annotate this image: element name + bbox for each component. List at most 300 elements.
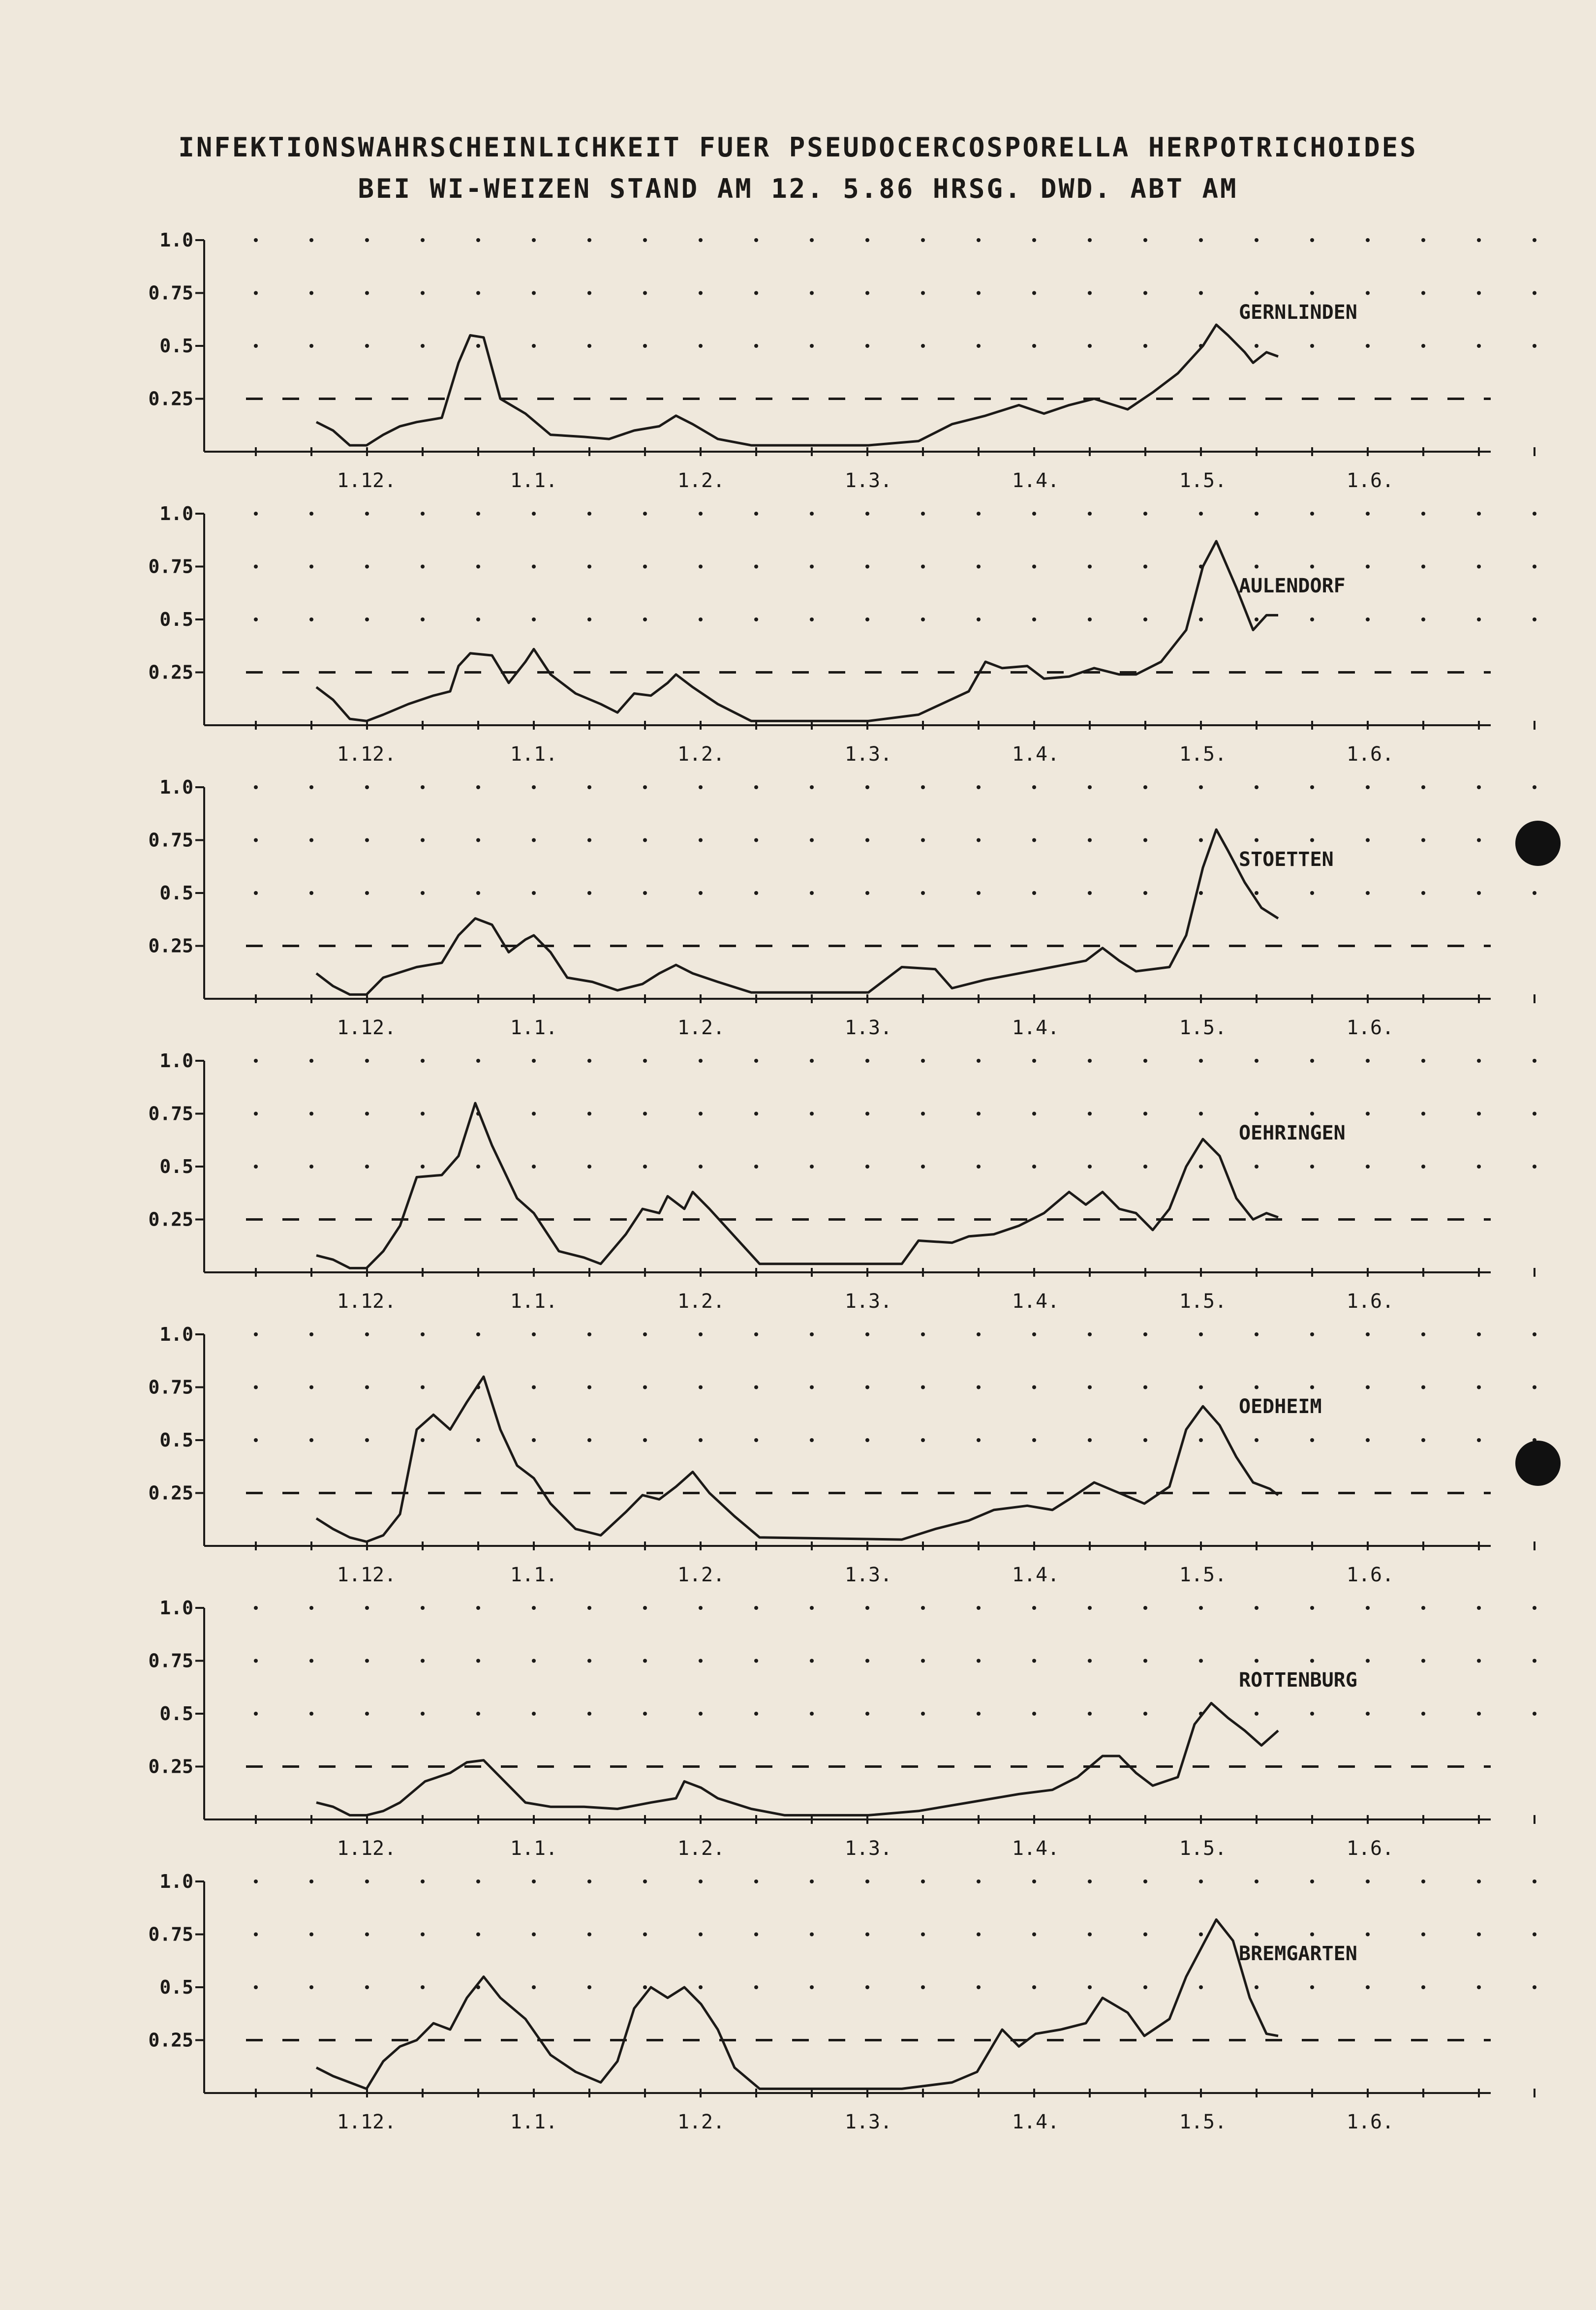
grid-dot — [1143, 565, 1147, 569]
station-label: ROTTENBURG — [1239, 1669, 1357, 1692]
grid-dot — [1477, 1438, 1481, 1442]
grid-dot — [1088, 1438, 1092, 1442]
grid-dot — [1255, 512, 1258, 516]
grid-dot — [532, 1112, 536, 1116]
grid-dot — [1255, 1879, 1258, 1883]
grid-dot — [865, 565, 869, 569]
station-label: BREMGARTEN — [1239, 1942, 1357, 1965]
grid-dot — [1032, 1386, 1036, 1389]
grid-dot — [532, 891, 536, 895]
grid-dot — [421, 1332, 425, 1336]
grid-dot — [699, 1933, 703, 1937]
grid-dot — [1310, 1933, 1314, 1937]
grid-dot — [977, 1386, 981, 1389]
grid-dot — [309, 1985, 313, 1989]
grid-dot — [532, 1386, 536, 1389]
grid-dot — [1421, 1165, 1425, 1169]
grid-dot — [754, 891, 758, 895]
grid-dot — [1366, 1112, 1370, 1116]
grid-dot — [1477, 1059, 1481, 1063]
grid-dot — [865, 238, 869, 242]
grid-dot — [1310, 1332, 1314, 1336]
grid-dot — [1255, 291, 1258, 295]
grid-dot — [532, 1059, 536, 1063]
grid-dot — [587, 1059, 591, 1063]
grid-dot — [587, 1438, 591, 1442]
grid-dot — [532, 1332, 536, 1336]
grid-dot — [865, 1606, 869, 1610]
grid-dot — [1533, 1606, 1536, 1610]
y-tick-label: 0.75 — [148, 1103, 193, 1125]
y-tick-label: 0.75 — [148, 1376, 193, 1398]
chart-panel-6 — [148, 1597, 1536, 1860]
grid-dot — [643, 512, 647, 516]
grid-dot — [699, 891, 703, 895]
x-tick-label: 1.5. — [1179, 469, 1227, 492]
grid-dot — [309, 617, 313, 621]
x-tick-label: 1.2. — [677, 1290, 725, 1313]
x-tick-label: 1.3. — [844, 1837, 892, 1860]
grid-dot — [1533, 1933, 1536, 1937]
x-tick-label: 1.12. — [337, 743, 397, 766]
grid-dot — [1032, 1112, 1036, 1116]
x-tick-label: 1.4. — [1012, 743, 1060, 766]
grid-dot — [1088, 1606, 1092, 1610]
grid-dot — [421, 1112, 425, 1116]
grid-dot — [532, 617, 536, 621]
grid-dot — [587, 1112, 591, 1116]
grid-dot — [1366, 617, 1370, 621]
series-line — [316, 1919, 1278, 2089]
grid-dot — [754, 1059, 758, 1063]
grid-dot — [587, 1332, 591, 1336]
grid-dot — [1032, 1332, 1036, 1336]
grid-dot — [421, 238, 425, 242]
grid-dot — [865, 1933, 869, 1937]
x-tick-label: 1.3. — [844, 469, 892, 492]
grid-dot — [532, 1712, 536, 1716]
grid-dot — [1310, 1879, 1314, 1883]
grid-dot — [476, 891, 480, 895]
grid-dot — [921, 617, 925, 621]
grid-dot — [921, 1112, 925, 1116]
y-tick-label: 0.75 — [148, 555, 193, 578]
grid-dot — [254, 1606, 258, 1610]
grid-dot — [254, 565, 258, 569]
y-tick-label: 0.5 — [159, 335, 193, 357]
grid-dot — [1088, 512, 1092, 516]
grid-dot — [1032, 1659, 1036, 1663]
grid-dot — [865, 1332, 869, 1336]
grid-dot — [365, 1606, 369, 1610]
grid-dot — [254, 1659, 258, 1663]
x-tick-label: 1.2. — [677, 1564, 725, 1586]
grid-dot — [921, 838, 925, 842]
grid-dot — [1421, 1879, 1425, 1883]
grid-dot — [699, 1332, 703, 1336]
grid-dot — [1255, 1659, 1258, 1663]
grid-dot — [254, 238, 258, 242]
grid-dot — [309, 1112, 313, 1116]
grid-dot — [1143, 1659, 1147, 1663]
grid-dot — [309, 1438, 313, 1442]
grid-dot — [309, 344, 313, 348]
x-tick-label: 1.4. — [1012, 1837, 1060, 1860]
grid-dot — [1143, 785, 1147, 789]
grid-dot — [754, 1985, 758, 1989]
grid-dot — [1255, 565, 1258, 569]
grid-dot — [865, 1059, 869, 1063]
y-tick-label: 1.0 — [159, 1597, 193, 1619]
grid-dot — [254, 1165, 258, 1169]
y-tick-label: 0.75 — [148, 829, 193, 851]
series-line — [316, 1377, 1278, 1541]
grid-dot — [1421, 1712, 1425, 1716]
grid-dot — [365, 1659, 369, 1663]
x-tick-label: 1.1. — [510, 1290, 558, 1313]
y-tick-label: 0.5 — [159, 1976, 193, 1998]
grid-dot — [1366, 1165, 1370, 1169]
grid-dot — [254, 1386, 258, 1389]
grid-dot — [476, 238, 480, 242]
grid-dot — [865, 1985, 869, 1989]
grid-dot — [1199, 1659, 1203, 1663]
grid-dot — [1032, 565, 1036, 569]
grid-dot — [476, 1165, 480, 1169]
grid-dot — [754, 1933, 758, 1937]
grid-dot — [1199, 1059, 1203, 1063]
grid-dot — [1199, 1438, 1203, 1442]
grid-dot — [810, 238, 814, 242]
grid-dot — [1088, 1985, 1092, 1989]
grid-dot — [754, 838, 758, 842]
grid-dot — [309, 1712, 313, 1716]
grid-dot — [587, 891, 591, 895]
grid-dot — [1533, 785, 1536, 789]
x-tick-label: 1.12. — [337, 1837, 397, 1860]
grid-dot — [1032, 291, 1036, 295]
grid-dot — [1032, 1438, 1036, 1442]
grid-dot — [1199, 1112, 1203, 1116]
grid-dot — [1032, 1985, 1036, 1989]
grid-dot — [865, 1438, 869, 1442]
grid-dot — [309, 1879, 313, 1883]
grid-dot — [1143, 1438, 1147, 1442]
station-label: STOETTEN — [1239, 848, 1334, 871]
grid-dot — [699, 1165, 703, 1169]
grid-dot — [1366, 785, 1370, 789]
grid-dot — [810, 344, 814, 348]
grid-dot — [587, 1386, 591, 1389]
grid-dot — [587, 1712, 591, 1716]
grid-dot — [476, 344, 480, 348]
grid-dot — [810, 1606, 814, 1610]
grid-dot — [476, 1059, 480, 1063]
grid-dot — [865, 891, 869, 895]
grid-dot — [754, 1112, 758, 1116]
grid-dot — [977, 1879, 981, 1883]
grid-dot — [1533, 1165, 1536, 1169]
x-tick-label: 1.6. — [1346, 469, 1394, 492]
grid-dot — [309, 785, 313, 789]
grid-dot — [810, 1386, 814, 1389]
series-line — [316, 325, 1278, 445]
grid-dot — [309, 891, 313, 895]
grid-dot — [476, 838, 480, 842]
grid-dot — [1421, 1933, 1425, 1937]
grid-dot — [921, 785, 925, 789]
grid-dot — [1421, 617, 1425, 621]
x-tick-label: 1.3. — [844, 1290, 892, 1313]
grid-dot — [476, 1438, 480, 1442]
y-tick-label: 0.5 — [159, 1156, 193, 1177]
grid-dot — [254, 1712, 258, 1716]
grid-dot — [865, 838, 869, 842]
grid-dot — [309, 1386, 313, 1389]
grid-dot — [977, 238, 981, 242]
grid-dot — [1477, 1879, 1481, 1883]
chart-panel-1 — [148, 229, 1536, 492]
x-tick-label: 1.12. — [337, 469, 397, 492]
grid-dot — [1088, 1386, 1092, 1389]
grid-dot — [1032, 617, 1036, 621]
grid-dot — [1310, 617, 1314, 621]
grid-dot — [254, 1059, 258, 1063]
grid-dot — [1255, 1386, 1258, 1389]
grid-dot — [1032, 1059, 1036, 1063]
grid-dot — [476, 1712, 480, 1716]
grid-dot — [1477, 838, 1481, 842]
grid-dot — [1088, 1112, 1092, 1116]
grid-dot — [699, 512, 703, 516]
grid-dot — [754, 1386, 758, 1389]
grid-dot — [421, 1059, 425, 1063]
grid-dot — [365, 1332, 369, 1336]
grid-dot — [1143, 1332, 1147, 1336]
grid-dot — [643, 1879, 647, 1883]
grid-dot — [921, 512, 925, 516]
x-tick-label: 1.6. — [1346, 1290, 1394, 1313]
grid-dot — [1255, 238, 1258, 242]
grid-dot — [643, 1606, 647, 1610]
grid-dot — [1199, 1879, 1203, 1883]
grid-dot — [1088, 1659, 1092, 1663]
grid-dot — [865, 291, 869, 295]
grid-dot — [1143, 1933, 1147, 1937]
grid-dot — [643, 1659, 647, 1663]
x-tick-label: 1.1. — [510, 1564, 558, 1586]
grid-dot — [309, 291, 313, 295]
grid-dot — [365, 1879, 369, 1883]
grid-dot — [1366, 1606, 1370, 1610]
grid-dot — [421, 1985, 425, 1989]
grid-dot — [643, 1712, 647, 1716]
grid-dot — [699, 1438, 703, 1442]
grid-dot — [1310, 1659, 1314, 1663]
grid-dot — [1088, 238, 1092, 242]
grid-dot — [754, 1438, 758, 1442]
grid-dot — [754, 291, 758, 295]
grid-dot — [1199, 891, 1203, 895]
grid-dot — [921, 1165, 925, 1169]
grid-dot — [643, 1438, 647, 1442]
series-line — [316, 541, 1278, 721]
grid-dot — [1310, 1712, 1314, 1716]
grid-dot — [1088, 1165, 1092, 1169]
grid-dot — [1477, 1659, 1481, 1663]
grid-dot — [643, 1985, 647, 1989]
grid-dot — [699, 1985, 703, 1989]
grid-dot — [977, 291, 981, 295]
grid-dot — [309, 838, 313, 842]
title-line-1: INFEKTIONSWAHRSCHEINLICHKEIT FUER PSEUDOCERCOSPORELLA HERPOTRICHOIDES — [178, 132, 1418, 163]
grid-dot — [365, 238, 369, 242]
y-tick-label: 0.25 — [148, 935, 193, 957]
grid-dot — [1366, 1438, 1370, 1442]
grid-dot — [977, 891, 981, 895]
grid-dot — [1421, 238, 1425, 242]
grid-dot — [1421, 785, 1425, 789]
x-tick-label: 1.6. — [1346, 2111, 1394, 2133]
grid-dot — [921, 891, 925, 895]
grid-dot — [254, 1112, 258, 1116]
grid-dot — [977, 512, 981, 516]
grid-dot — [532, 1659, 536, 1663]
grid-dot — [1088, 344, 1092, 348]
grid-dot — [1032, 891, 1036, 895]
grid-dot — [699, 1659, 703, 1663]
grid-dot — [254, 891, 258, 895]
chart-panel-3 — [148, 776, 1536, 1039]
grid-dot — [977, 344, 981, 348]
grid-dot — [254, 512, 258, 516]
x-tick-label: 1.1. — [510, 2111, 558, 2133]
chart-panel-4 — [148, 1050, 1536, 1313]
grid-dot — [365, 1059, 369, 1063]
grid-dot — [643, 838, 647, 842]
grid-dot — [643, 891, 647, 895]
grid-dot — [977, 565, 981, 569]
grid-dot — [754, 565, 758, 569]
grid-dot — [977, 785, 981, 789]
grid-dot — [1533, 565, 1536, 569]
grid-dot — [643, 1933, 647, 1937]
grid-dot — [254, 1985, 258, 1989]
grid-dot — [1533, 1712, 1536, 1716]
grid-dot — [587, 512, 591, 516]
grid-dot — [1310, 891, 1314, 895]
grid-dot — [1310, 238, 1314, 242]
grid-dot — [921, 1606, 925, 1610]
grid-dot — [1421, 565, 1425, 569]
grid-dot — [1199, 1165, 1203, 1169]
grid-dot — [810, 1879, 814, 1883]
grid-dot — [1310, 785, 1314, 789]
grid-dot — [1088, 785, 1092, 789]
grid-dot — [532, 344, 536, 348]
grid-dot — [1533, 1059, 1536, 1063]
grid-dot — [1477, 1933, 1481, 1937]
y-tick-label: 1.0 — [159, 1050, 193, 1072]
grid-dot — [532, 838, 536, 842]
grid-dot — [1255, 1606, 1258, 1610]
grid-dot — [754, 238, 758, 242]
grid-dot — [1032, 238, 1036, 242]
grid-dot — [1310, 1438, 1314, 1442]
grid-dot — [532, 1933, 536, 1937]
grid-dot — [1143, 1112, 1147, 1116]
y-tick-label: 0.5 — [159, 1703, 193, 1725]
grid-dot — [421, 1606, 425, 1610]
grid-dot — [1310, 1386, 1314, 1389]
grid-dot — [810, 1165, 814, 1169]
grid-dot — [754, 512, 758, 516]
grid-dot — [254, 291, 258, 295]
grid-dot — [587, 238, 591, 242]
grid-dot — [1477, 891, 1481, 895]
grid-dot — [810, 291, 814, 295]
grid-dot — [1421, 291, 1425, 295]
grid-dot — [921, 1386, 925, 1389]
grid-dot — [421, 565, 425, 569]
grid-dot — [643, 785, 647, 789]
grid-dot — [532, 238, 536, 242]
x-tick-label: 1.4. — [1012, 1564, 1060, 1586]
x-tick-label: 1.5. — [1179, 1290, 1227, 1313]
y-tick-label: 0.75 — [148, 282, 193, 304]
x-tick-label: 1.6. — [1346, 1837, 1394, 1860]
grid-dot — [1088, 565, 1092, 569]
grid-dot — [532, 785, 536, 789]
grid-dot — [921, 565, 925, 569]
grid-dot — [1366, 1985, 1370, 1989]
grid-dot — [365, 1438, 369, 1442]
x-tick-label: 1.12. — [337, 2111, 397, 2133]
grid-dot — [1199, 1606, 1203, 1610]
grid-dot — [1143, 1712, 1147, 1716]
station-label: AULENDORF — [1239, 575, 1346, 597]
grid-dot — [1143, 512, 1147, 516]
grid-dot — [699, 1112, 703, 1116]
grid-dot — [587, 1985, 591, 1989]
chart-panel-7 — [148, 1871, 1536, 2133]
grid-dot — [421, 1712, 425, 1716]
grid-dot — [421, 344, 425, 348]
grid-dot — [1533, 1386, 1536, 1389]
grid-dot — [476, 1933, 480, 1937]
grid-dot — [921, 1332, 925, 1336]
grid-dot — [699, 565, 703, 569]
grid-dot — [977, 1606, 981, 1610]
grid-dot — [699, 1059, 703, 1063]
x-tick-label: 1.5. — [1179, 2111, 1227, 2133]
x-tick-label: 1.4. — [1012, 1290, 1060, 1313]
title-line-2: BEI WI-WEIZEN STAND AM 12. 5.86 HRSG. DWD. ABT AM — [358, 173, 1238, 204]
grid-dot — [1143, 617, 1147, 621]
grid-dot — [1032, 1933, 1036, 1937]
grid-dot — [865, 512, 869, 516]
grid-dot — [754, 344, 758, 348]
grid-dot — [1199, 617, 1203, 621]
grid-dot — [977, 1712, 981, 1716]
grid-dot — [699, 785, 703, 789]
grid-dot — [643, 617, 647, 621]
grid-dot — [1366, 1059, 1370, 1063]
grid-dot — [1143, 291, 1147, 295]
grid-dot — [254, 1879, 258, 1883]
series-line — [316, 830, 1278, 994]
y-tick-label: 0.75 — [148, 1650, 193, 1672]
